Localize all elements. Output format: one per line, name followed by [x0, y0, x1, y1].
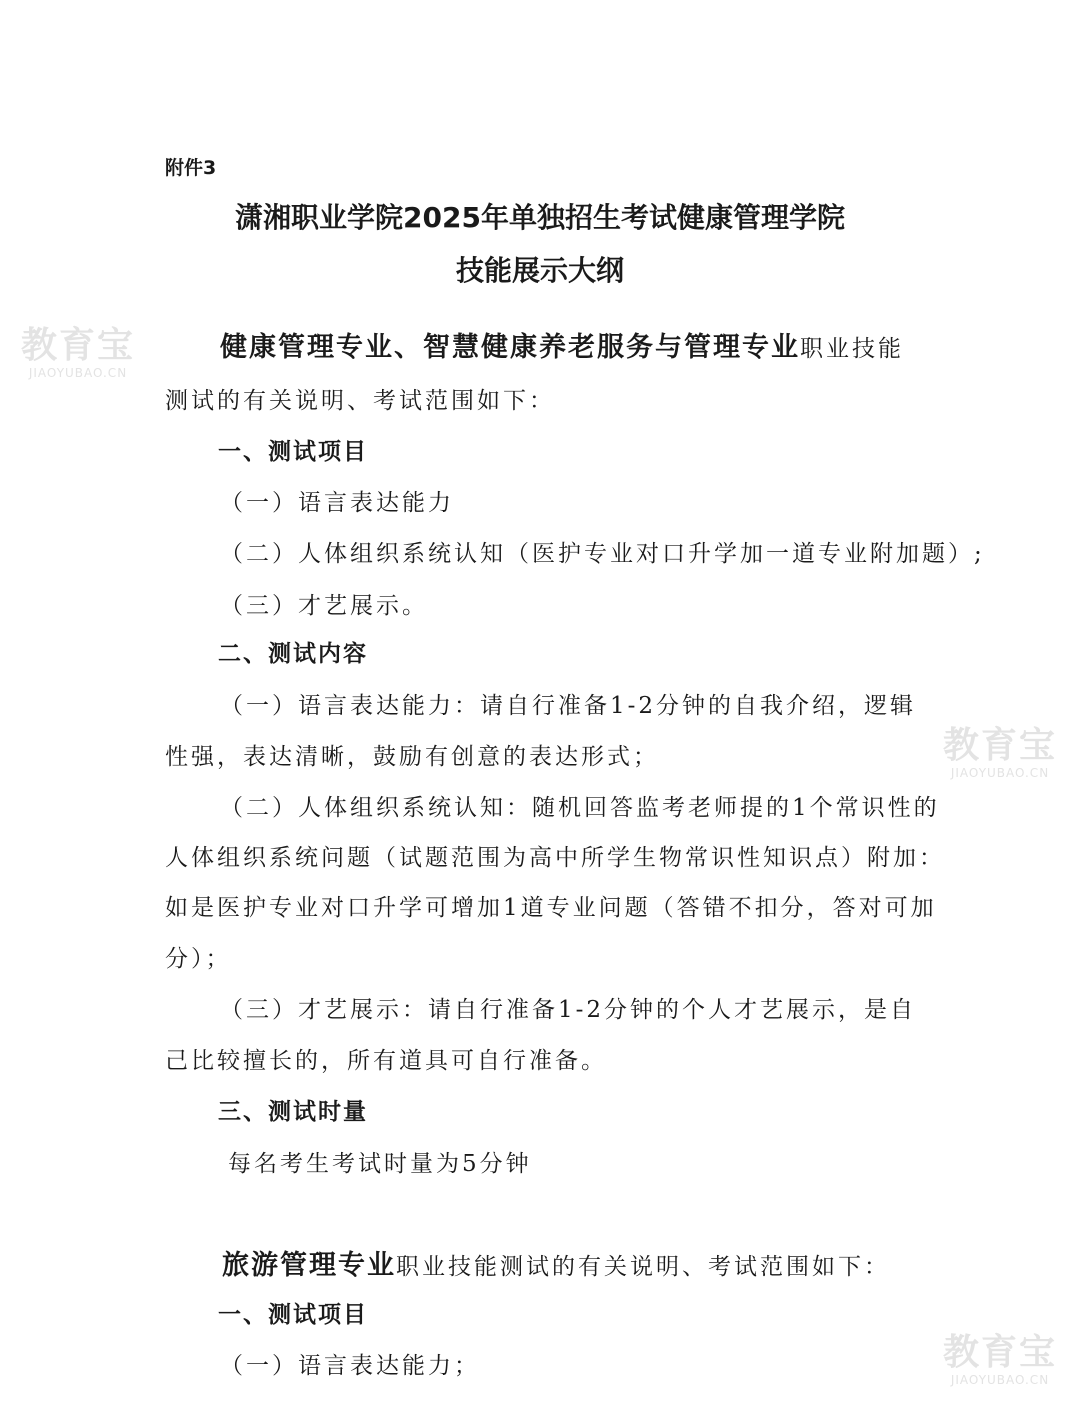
content-2-line2: 人体组织系统问题（试题范围为高中所学生物常识性知识点）附加： — [165, 845, 945, 871]
section2-item-1: （一）语言表达能力； — [220, 1353, 480, 1379]
section2-intro-rest: 职业技能测试的有关说明、考试范围如下： — [396, 1254, 890, 1280]
section1-item-2: （二）人体组织系统认知（医护专业对口升学加一道专业附加题）; — [220, 541, 985, 567]
watermark-text: 教育宝 — [20, 325, 135, 366]
watermark-url: JIAOYUBAO.CN — [950, 766, 1050, 780]
section1-intro-line2: 测试的有关说明、考试范围如下： — [165, 388, 555, 414]
watermark-right-2 — [940, 1333, 1060, 1387]
watermark-text: 教育宝 — [942, 1332, 1057, 1373]
section1-heading-test-duration: 三、测试时量 — [218, 1099, 368, 1125]
content-3-line1: （三）才艺展示：请自行准备1-2分钟的个人才艺展示，是自 — [220, 997, 917, 1023]
section1-heading-test-content: 二、测试内容 — [218, 641, 368, 667]
content-2-line4: 分）； — [165, 946, 232, 972]
section1-duration-text: 每名考生考试时量为5分钟 — [228, 1151, 532, 1177]
section1-intro-rest: 职业技能 — [800, 336, 904, 362]
watermark-text: 教育宝 — [942, 725, 1057, 766]
content-3-line2: 己比较擅长的，所有道具可自行准备。 — [165, 1048, 607, 1074]
section1-major-names: 健康管理专业、智慧健康养老服务与管理专业 — [220, 332, 800, 363]
document-title-line2: 技能展示大纲 — [455, 254, 624, 287]
section1-item-1: （一）语言表达能力 — [220, 490, 454, 516]
section2-heading-test-items: 一、测试项目 — [218, 1302, 368, 1328]
section2-major-name: 旅游管理专业 — [222, 1250, 396, 1281]
section1-intro — [220, 325, 904, 364]
watermark-right-1 — [940, 726, 1060, 780]
content-2-line3: 如是医护专业对口升学可增加1道专业问题（答错不扣分，答对可加 — [165, 895, 937, 921]
attachment-label: 附件3 — [165, 157, 217, 179]
section1-heading-test-items: 一、测试项目 — [218, 439, 368, 465]
content-2-line1: （二）人体组织系统认知：随机回答监考老师提的1个常识性的 — [220, 795, 940, 821]
content-1-line1: （一）语言表达能力：请自行准备1-2分钟的自我介绍，逻辑 — [220, 693, 917, 719]
document-title-line1: 潇湘职业学院2025年单独招生考试健康管理学院 — [235, 201, 845, 234]
section2-intro — [222, 1243, 890, 1282]
watermark-url: JIAOYUBAO.CN — [28, 366, 128, 380]
content-1-line2: 性强，表达清晰，鼓励有创意的表达形式； — [165, 744, 659, 770]
section1-item-3: （三）才艺展示。 — [220, 593, 428, 619]
watermark-left — [18, 326, 138, 380]
watermark-url: JIAOYUBAO.CN — [950, 1373, 1050, 1387]
